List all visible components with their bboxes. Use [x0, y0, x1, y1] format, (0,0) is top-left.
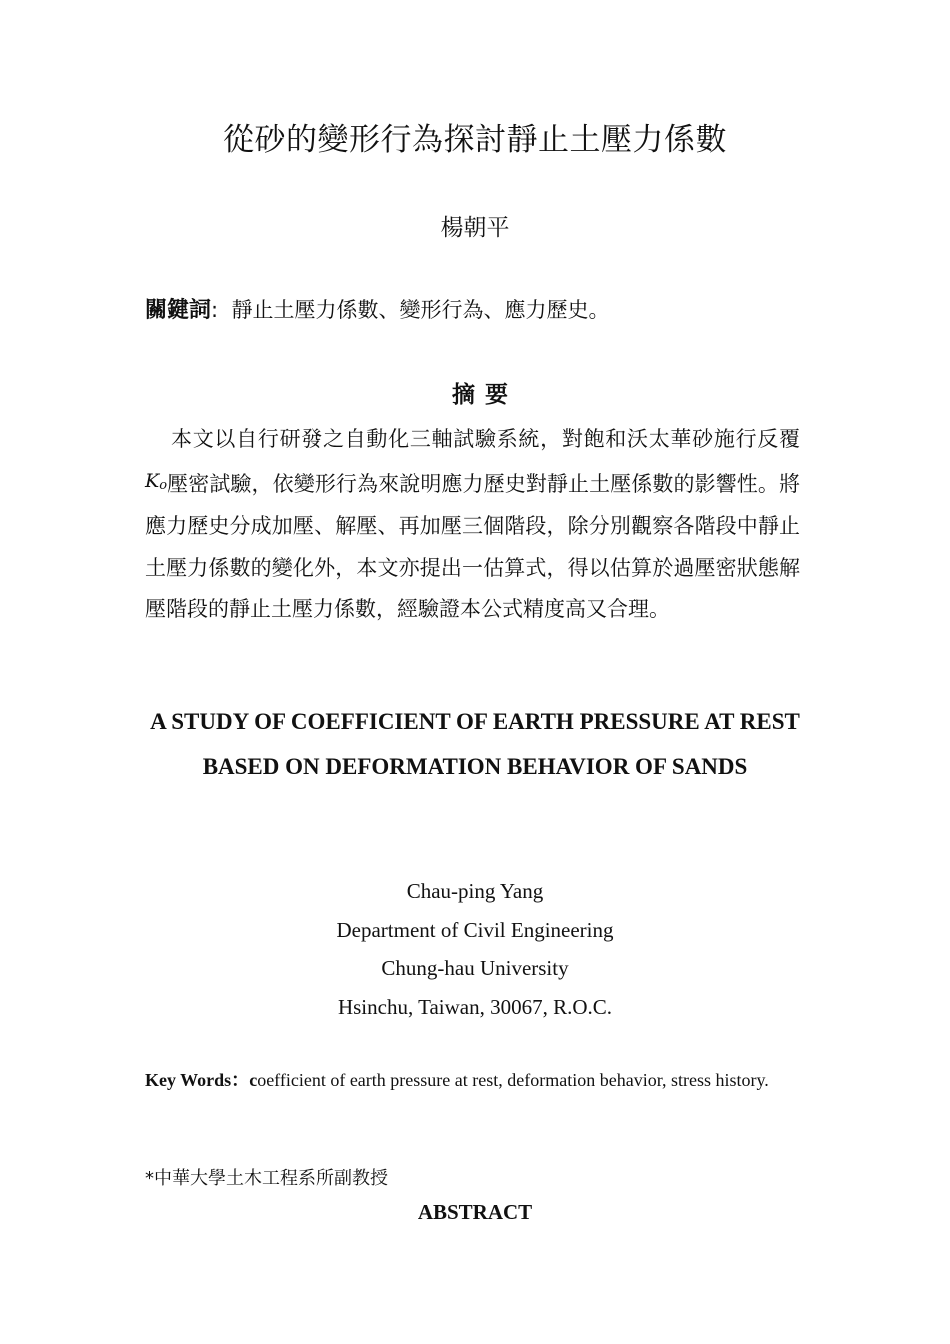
english-keywords-first-letter: c: [249, 1070, 258, 1090]
english-author-block: [0, 872, 950, 1027]
english-abstract-heading: ABSTRACT: [417, 1200, 533, 1224]
chinese-abstract-heading: 摘要: [452, 382, 518, 408]
chinese-keywords-separator: :: [211, 298, 232, 322]
chinese-abstract-body: [145, 419, 800, 631]
english-university: Chung-hau University: [381, 956, 569, 981]
english-keywords-text: oefficient of earth pressure at rest, deformation behavior, stress history.: [257, 1070, 769, 1090]
english-keywords: [145, 1064, 795, 1097]
chinese-title: 從砂的變形行為探討靜止土壓力係數: [223, 122, 727, 158]
english-title: A STUDY OF COEFFICIENT OF EARTH PRESSURE AT REST BASED ON DEFORMATION BEHAVIOR OF SANDS: [150, 709, 800, 779]
author-footnote: *中華大學土木工程系所副教授: [145, 1168, 388, 1189]
chinese-abstract-part2: 壓密試驗，依變形行為來說明應力歷史對靜止土壓係數的影響性。將應力歷史分成加壓、解壓、再加壓三個階段，除分別觀察各階段中靜止土壓力係數的變化外，本文亦提出一估算式，得以估算於過壓密狀態解壓階段的靜止土壓力係數，經驗證本公式精度高又合理。: [145, 471, 800, 621]
english-department: Department of Civil Engineering: [336, 917, 614, 942]
english-keywords-label: Key Words：: [145, 1070, 250, 1090]
k0-subscript: o: [159, 477, 168, 493]
chinese-abstract-part1: 本文以自行研發之自動化三軸試驗系統，對飽和沃太華砂施行反覆: [171, 427, 800, 451]
english-author: Chau-ping Yang: [406, 879, 544, 903]
chinese-keywords-label: 關鍵詞: [145, 298, 212, 323]
english-address: Hsinchu, Taiwan, 30067, R.O.C.: [337, 995, 613, 1020]
k0-symbol: $K_o$: [145, 469, 168, 493]
chinese-keywords: [145, 293, 805, 324]
chinese-keywords-text: 靜止土壓力係數、變形行為、應力歷史。: [231, 298, 610, 322]
chinese-author: 楊朝平: [440, 215, 510, 241]
